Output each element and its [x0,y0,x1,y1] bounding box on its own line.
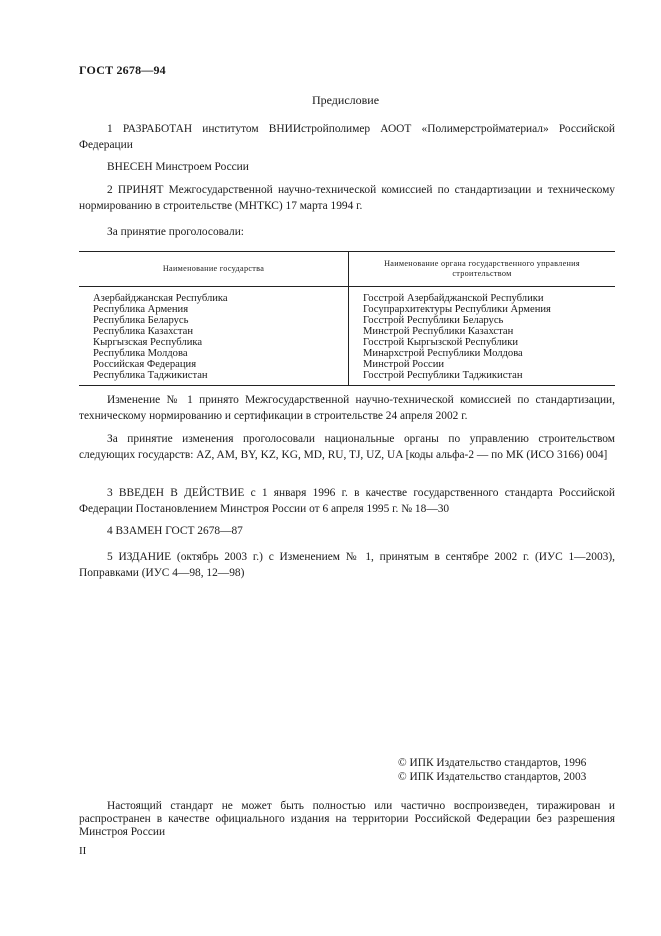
authority-name: Минстрой России [363,359,445,370]
state-name: Республика Армения [93,304,189,315]
state-name: Кыргызская Республика [93,337,203,348]
table-header-authority [349,252,616,287]
paragraph-replaces: 4 ВЗАМЕН ГОСТ 2678—87 [107,525,243,537]
voting-table [79,251,615,386]
paragraph-adopted-text: 2 ПРИНЯТ Межгосударственной научно-технической комиссией по стандартизации и техническому нормированию в строительстве (МНТКС) 17 марта 1994 г. [79,184,615,212]
table-row [79,287,615,386]
authority-name: Минстрой Республики Казахстан [363,326,514,337]
authority-name: Госстрой Республики Беларусь [363,315,504,326]
standard-code-header: ГОСТ 2678—94 [79,63,166,77]
table-header-row [79,252,615,287]
paragraph-effective [79,485,615,517]
state-name: Республика Беларусь [93,315,189,326]
paragraph-amendment-voting-text: За принятие изменения проголосовали национальные органы по управлению строительством следующих государств: AZ, AM, BY, KZ, KG, MD, RU, TJ, UZ, UA [коды альфа-2 — по МК (ИСО 3166) 004] [79,433,615,461]
paragraph-amendment-text: Изменение № 1 принято Межгосударственной научно-технической комиссией по стандартизации, техническому нормированию и сертификации в строительстве 24 апреля 2002 г. [79,394,615,422]
paragraph-adopted [79,182,615,214]
paragraph-voted: За принятие проголосовали: [107,226,244,238]
copyright-line-1996: © ИПК Издательство стандартов, 1996 [398,757,587,769]
authority-name: Госупрархитектуры Республики Армения [363,304,551,315]
paragraph-amendment-voting [79,431,615,463]
authority-name: Госстрой Кыргызской Республики [363,337,519,348]
page-number: II [79,845,87,857]
paragraph-edition-text: 5 ИЗДАНИЕ (октябрь 2003 г.) с Изменением № 1, принятым в сентябре 2002 г. (ИУС 1—2003), Поправками (ИУС 4—98, 12—98) [79,551,615,579]
paragraph-introduced: ВНЕСЕН Минстроем России [107,161,249,173]
table-cell-authorities [349,287,616,386]
table-cell-states [79,287,349,386]
reproduction-notice-text: Настоящий стандарт не может быть полностью или частично воспроизведен, тиражирован и распространен в качестве официального издания на территории Российской Федерации без разрешения Минстроя России [79,800,615,838]
state-name: Республика Молдова [93,348,188,359]
section-title: Предисловие [311,93,380,107]
reproduction-notice [79,800,615,839]
table-header-state: Наименование государства [79,252,349,287]
authority-name: Госстрой Республики Таджикистан [363,370,523,381]
authority-name: Минархстрой Республики Молдова [363,348,523,359]
authority-name: Госстрой Азербайджанской Республики [363,293,544,304]
table-header-authority-text: Наименование органа государственного управления строительством [384,259,580,278]
paragraph-amendment [79,392,615,424]
state-name: Республика Казахстан [93,326,194,337]
copyright-line-2003: © ИПК Издательство стандартов, 2003 [398,771,587,783]
paragraph-edition [79,549,615,581]
state-name: Республика Таджикистан [93,370,208,381]
paragraph-developed-text: 1 РАЗРАБОТАН институтом ВНИИстройполимер АООТ «Полимерстройматериал» Российской Федерации [79,123,615,151]
paragraph-developed [79,121,615,153]
paragraph-effective-text: 3 ВВЕДЕН В ДЕЙСТВИЕ с 1 января 1996 г. в качестве государственного стандарта Российской Федерации Постановлением Минстроя России от 6 апреля 1995 г. № 18—30 [79,487,615,515]
state-name: Российская Федерация [93,359,197,370]
state-name: Азербайджанская Республика [93,293,228,304]
